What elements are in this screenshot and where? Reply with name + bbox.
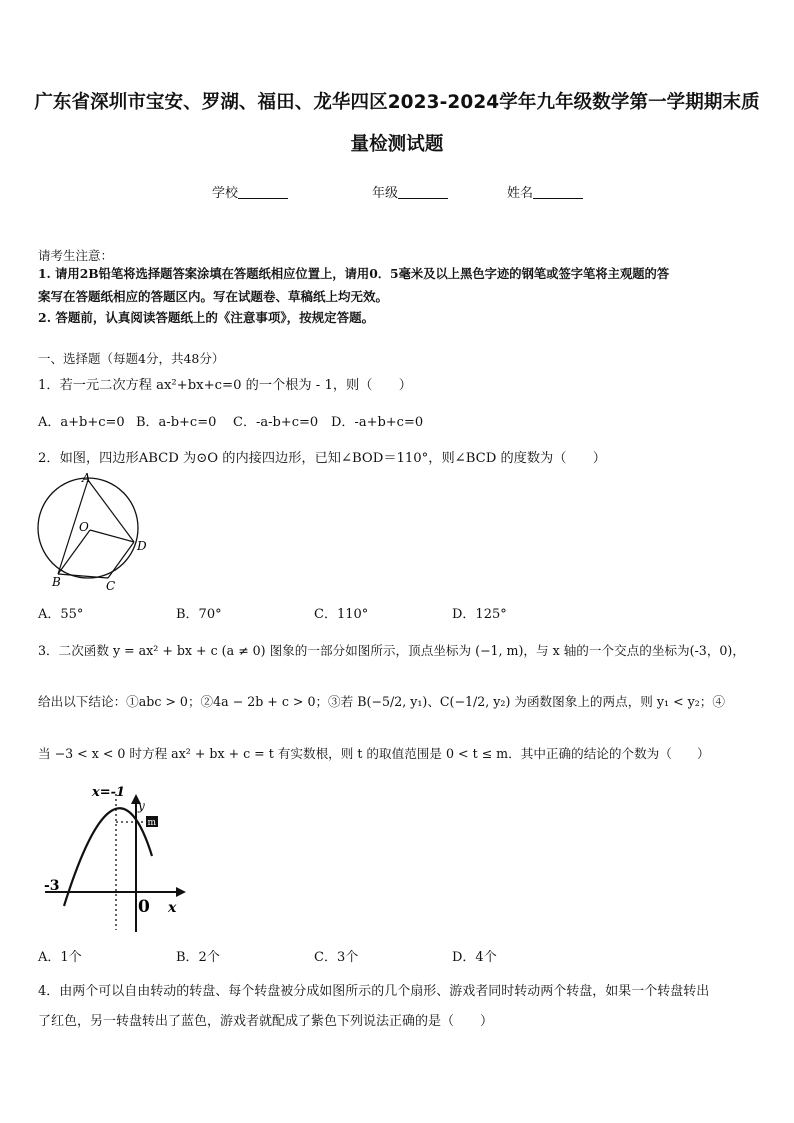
segment-od [90,530,134,542]
grade-blank [398,185,448,199]
question-3-line-3: 当 −3 < x < 0 时方程 ax² + bx + c = t 有实数根，则 t 的取值范围是 0 < t ≤ m．其中正确的结论的个数为（ ） [38,746,710,761]
q3-option-a: A．1个 [38,950,82,965]
label-y: y [138,799,145,813]
q2-option-b: B．70° [176,607,222,622]
parabola-figure [40,780,200,940]
label-minus-3: -3 [44,878,60,894]
segment-ob [58,530,90,574]
label-o: O [79,520,89,534]
page-title-line-2: 量检测试题 [350,134,444,155]
label-a: A [82,471,91,485]
question-4-line-1: 4．由两个可以自由转动的转盘、每个转盘被分成如图所示的几个扇形、游戏者同时转动两个转盘，如果一个转盘转出 [38,984,710,999]
question-3-line-2: 给出以下结论：①abc > 0；②4a − 2b + c > 0；③若 B(−5/2, y₁)、C(−1/2, y₂) 为函数图象上的两点，则 y₁ < y₂；④ [38,694,725,709]
notes-heading: 请考生注意： [38,248,114,263]
q2-option-a: A．55° [38,607,84,622]
notes-line-2: 2. 答题前，认真阅读答题纸上的《注意事项》，按规定答题。 [38,310,375,325]
notes-line-1b: 案写在答题纸相应的答题区内。写在试题卷、草稿纸上均无效。 [38,289,389,304]
question-4-line-2: 了红色，另一转盘转出了蓝色，游戏者就配成了紫色下列说法正确的是（ ） [38,1014,494,1029]
q3-option-b: B．2个 [176,950,220,965]
circle-figure [30,470,150,595]
q1-option-c: C．-a-b+c=0 [233,415,319,430]
label-x: x [168,900,177,916]
page-title-line-1: 广东省深圳市宝安、罗湖、福田、龙华四区2023-2024学年九年级数学第一学期期末质 [34,92,760,113]
q3-option-d: D．4个 [452,950,497,965]
q3-option-c: C．3个 [314,950,359,965]
school-field [212,182,288,201]
label-m: m [147,818,157,828]
label-origin: 0 [138,897,150,917]
x-axis-arrow-icon [176,887,186,897]
name-blank [533,185,583,199]
name-field [507,182,583,201]
label-c: C [106,579,116,593]
question-2-stem: 2．如图，四边形ABCD 为⊙O 的内接四边形，已知∠BOD＝110°，则∠BCD 的度数为（ ） [38,451,606,466]
q2-option-d: D．125° [452,607,507,622]
q2-option-c: C．110° [314,607,369,622]
school-blank [238,185,288,199]
school-label: 学校 [212,186,239,201]
segment-cd [108,542,134,578]
label-b: B [52,575,61,589]
name-label: 姓名 [507,186,534,201]
grade-label: 年级 [372,186,399,201]
q1-option-d: D．-a+b+c=0 [331,415,424,430]
q1-option-a: A．a+b+c=0 [38,415,125,430]
question-3-line-1: 3．二次函数 y = ax² + bx + c (a ≠ 0) 图象的一部分如图所示，顶点坐标为 (−1, m)，与 x 轴的一个交点的坐标为(-3，0)， [38,643,745,658]
segment-ad [88,480,134,542]
section-heading: 一、选择题（每题4分，共48分） [38,351,225,366]
q1-option-b: B．a-b+c=0 [136,415,217,430]
label-d: D [137,539,147,553]
notes-line-1a: 1. 请用2B铅笔将选择题答案涂填在答题纸相应位置上，请用0．5毫米及以上黑色字迹的钢笔或签字笔将主观题的答 [38,266,670,281]
grade-field [372,182,448,201]
label-x-eq-minus-1: x=-1 [92,785,126,800]
question-1-stem: 1．若一元二次方程 ax²+bx+c=0 的一个根为 - 1，则（ ） [38,378,412,393]
